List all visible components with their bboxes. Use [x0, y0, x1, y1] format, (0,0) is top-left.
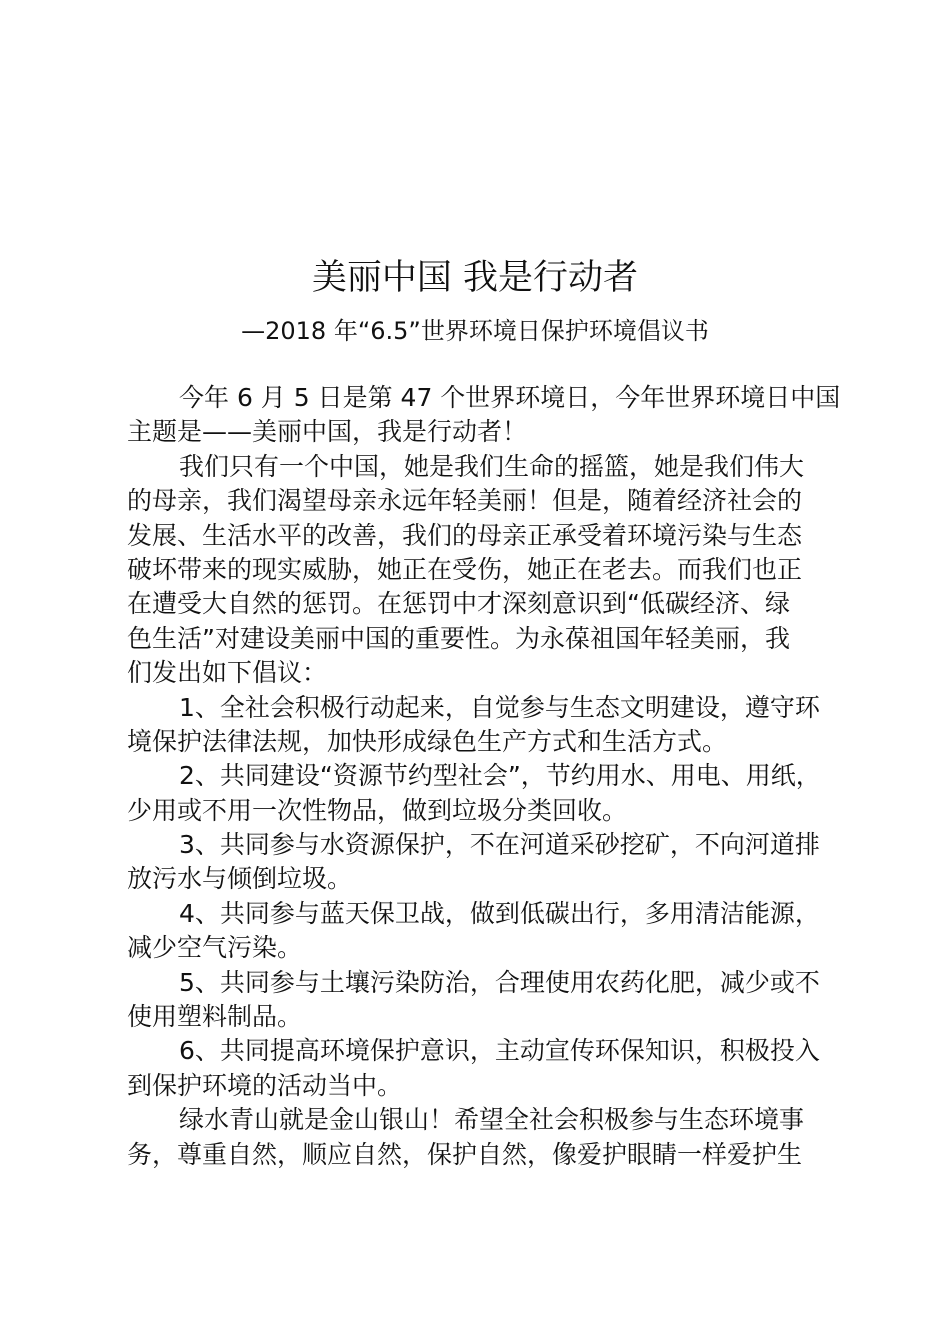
body-line: 3、共同参与水资源保护，不在河道采砂挖矿，不向河道排 [179, 830, 820, 860]
body-line: 务，尊重自然，顺应自然，保护自然，像爱护眼睛一样爱护生 [127, 1139, 803, 1169]
body-line: 破坏带来的现实威胁，她正在受伤，她正在老去。而我们也正 [127, 554, 803, 584]
body-line: 今年 6 月 5 日是第 47 个世界环境日，今年世界环境日中国 [179, 383, 841, 412]
body-line: 在遭受大自然的惩罚。在惩罚中才深刻意识到“低碳经济、绿 [127, 589, 790, 619]
body-line: 绿水青山就是金山银山！希望全社会积极参与生态环境事 [179, 1105, 805, 1135]
body-line: 主题是——美丽中国，我是行动者！ [127, 417, 528, 447]
body-line: 4、共同参与蓝天保卫战，做到低碳出行，多用清洁能源， [179, 898, 820, 928]
body-line: 的母亲，我们渴望母亲永远年轻美丽！但是，随着经济社会的 [127, 486, 803, 516]
body-line: 境保护法律法规，加快形成绿色生产方式和生活方式。 [127, 726, 728, 756]
document-title: 美丽中国 我是行动者 [311, 258, 639, 298]
body-line: 减少空气污染。 [127, 933, 303, 963]
document-subtitle: —2018 年“6.5”世界环境日保护环境倡议书 [241, 317, 709, 345]
body-line: 色生活”对建设美丽中国的重要性。为永葆祖国年轻美丽，我 [127, 623, 790, 653]
body-line: 使用塑料制品。 [127, 1002, 303, 1032]
body-line: 6、共同提高环境保护意识，主动宣传环保知识，积极投入 [179, 1036, 820, 1066]
body-line: 我们只有一个中国，她是我们生命的摇篮，她是我们伟大 [179, 451, 805, 481]
body-line: 2、共同建设“资源节约型社会”，节约用水、用电、用纸， [179, 761, 821, 791]
body-line: 1、全社会积极行动起来，自觉参与生态文明建设，遵守环 [179, 692, 820, 722]
body-line: 5、共同参与土壤污染防治，合理使用农药化肥，减少或不 [179, 967, 820, 997]
body-line: 发展、生活水平的改善，我们的母亲正承受着环境污染与生态 [127, 520, 803, 550]
body-line: 到保护环境的活动当中。 [127, 1070, 403, 1100]
document-body [127, 381, 841, 1172]
body-line: 们发出如下倡议： [127, 658, 328, 688]
body-line: 放污水与倾倒垃圾。 [127, 864, 353, 894]
body-line: 少用或不用一次性物品，做到垃圾分类回收。 [127, 795, 628, 825]
